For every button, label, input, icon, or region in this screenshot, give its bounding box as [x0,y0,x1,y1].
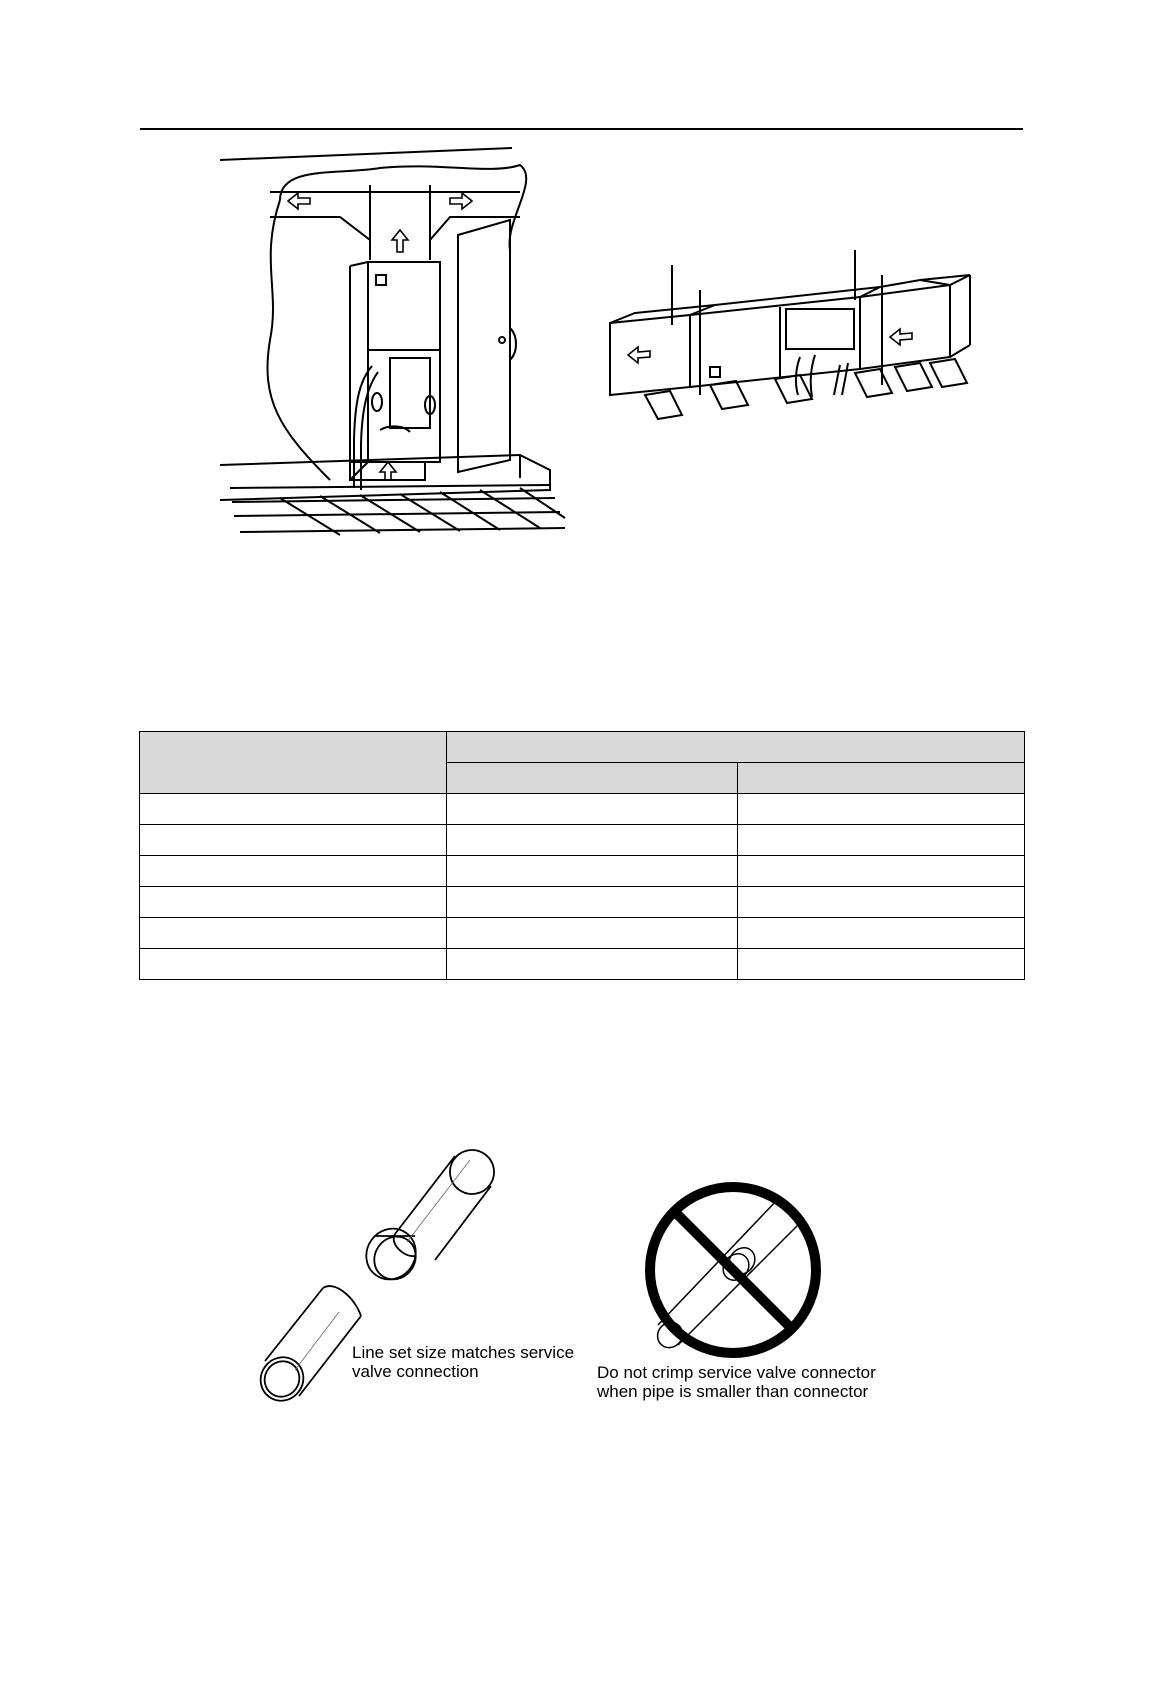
horizontal-air-handler-suspended-illustration [590,245,990,445]
horizontal-installation-figure [590,245,990,445]
table-cell [447,918,738,949]
table-cell [447,794,738,825]
table-cell [738,794,1025,825]
table-cell [140,794,447,825]
table-header-cell [447,732,1025,763]
table-header-cell [447,763,738,794]
table-row [140,794,1025,825]
spec-table [139,731,1025,980]
table-row [140,949,1025,980]
upflow-installation-figure [220,140,600,580]
table-cell [447,856,738,887]
table-row [140,887,1025,918]
table-cell [447,887,738,918]
pipe-crimp-prohibited-caption: Do not crimp service valve connector when pipe is smaller than connector [597,1363,876,1401]
pipe-size-match-caption: Line set size matches service valve connection [352,1343,575,1381]
table-row [140,825,1025,856]
table-cell [738,918,1025,949]
table-cell [140,856,447,887]
table-row [140,918,1025,949]
pipe-crimp-prohibited-figure [638,1175,828,1365]
table-cell [447,825,738,856]
vertical-air-handler-in-closet-illustration [220,140,600,580]
table-cell [447,949,738,980]
table-header-cell [140,732,447,794]
table-header-cell [738,763,1025,794]
table-header-row [140,732,1025,763]
table-cell [140,887,447,918]
table-cell [140,949,447,980]
no-crimp-prohibited-illustration [638,1175,828,1365]
table-cell [140,918,447,949]
table-cell [738,887,1025,918]
table-cell [140,825,447,856]
table-cell [738,949,1025,980]
table-cell [738,825,1025,856]
table-cell [738,856,1025,887]
table-row [140,856,1025,887]
header-rule [140,128,1023,130]
